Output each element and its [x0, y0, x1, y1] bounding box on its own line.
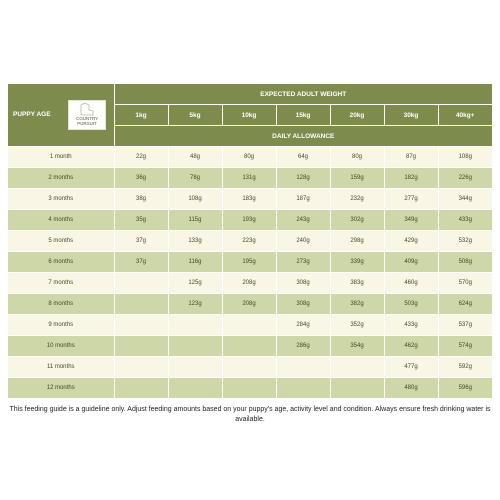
- allowance-cell: 35g: [114, 210, 168, 231]
- allowance-cell: [114, 294, 168, 315]
- table-row: [8, 294, 492, 315]
- allowance-cell: 273g: [276, 252, 330, 273]
- allowance-cell: 226g: [438, 168, 492, 189]
- weight-header: 10kg: [222, 105, 276, 126]
- svg-text:PURSUIT: PURSUIT: [77, 121, 97, 126]
- allowance-cell: 116g: [168, 252, 222, 273]
- puppy-age-header: [8, 84, 114, 147]
- weight-header: 1kg: [114, 105, 168, 126]
- allowance-cell: 277g: [384, 189, 438, 210]
- age-cell: 8 months: [8, 294, 114, 315]
- allowance-cell: [222, 378, 276, 399]
- allowance-cell: 131g: [222, 168, 276, 189]
- age-cell: 12 months: [8, 378, 114, 399]
- allowance-cell: 433g: [438, 210, 492, 231]
- allowance-cell: 477g: [384, 357, 438, 378]
- expected-weight-header: EXPECTED ADULT WEIGHT: [114, 84, 492, 105]
- allowance-cell: [222, 357, 276, 378]
- allowance-cell: [168, 315, 222, 336]
- allowance-cell: [222, 315, 276, 336]
- puppy-age-label: PUPPY AGE: [13, 111, 51, 118]
- allowance-cell: 232g: [330, 189, 384, 210]
- allowance-cell: 574g: [438, 336, 492, 357]
- allowance-cell: 308g: [276, 294, 330, 315]
- age-cell: 4 months: [8, 210, 114, 231]
- age-cell: 7 months: [8, 273, 114, 294]
- table-row: [8, 189, 492, 210]
- allowance-cell: [114, 315, 168, 336]
- allowance-cell: 108g: [168, 189, 222, 210]
- table-row: [8, 357, 492, 378]
- allowance-cell: 87g: [384, 147, 438, 168]
- allowance-cell: 433g: [384, 315, 438, 336]
- allowance-cell: 78g: [168, 168, 222, 189]
- table-row: [8, 147, 492, 168]
- allowance-cell: 208g: [222, 273, 276, 294]
- daily-allowance-header: DAILY ALLOWANCE: [114, 126, 492, 147]
- allowance-cell: 125g: [168, 273, 222, 294]
- allowance-cell: 195g: [222, 252, 276, 273]
- allowance-cell: 37g: [114, 231, 168, 252]
- weight-header: 5kg: [168, 105, 222, 126]
- allowance-cell: 208g: [222, 294, 276, 315]
- allowance-cell: 64g: [276, 147, 330, 168]
- weight-header: 30kg: [384, 105, 438, 126]
- allowance-cell: 123g: [168, 294, 222, 315]
- weight-header: 15kg: [276, 105, 330, 126]
- allowance-cell: 339g: [330, 252, 384, 273]
- allowance-cell: 349g: [384, 210, 438, 231]
- table-row: [8, 378, 492, 399]
- allowance-cell: [114, 273, 168, 294]
- age-cell: 3 months: [8, 189, 114, 210]
- table-row: [8, 336, 492, 357]
- table-row: [8, 210, 492, 231]
- allowance-cell: [114, 357, 168, 378]
- allowance-cell: 570g: [438, 273, 492, 294]
- age-cell: 6 months: [8, 252, 114, 273]
- allowance-cell: 223g: [222, 231, 276, 252]
- allowance-cell: 108g: [438, 147, 492, 168]
- age-cell: 2 months: [8, 168, 114, 189]
- allowance-cell: 298g: [330, 231, 384, 252]
- feeding-table: [8, 84, 492, 398]
- allowance-cell: 38g: [114, 189, 168, 210]
- table-row: [8, 273, 492, 294]
- age-cell: 11 months: [8, 357, 114, 378]
- allowance-cell: 128g: [276, 168, 330, 189]
- allowance-cell: 22g: [114, 147, 168, 168]
- allowance-cell: 243g: [276, 210, 330, 231]
- allowance-cell: [168, 378, 222, 399]
- allowance-cell: 537g: [438, 315, 492, 336]
- allowance-cell: 286g: [276, 336, 330, 357]
- allowance-cell: 480g: [384, 378, 438, 399]
- allowance-cell: [114, 378, 168, 399]
- age-cell: 1 month: [8, 147, 114, 168]
- age-cell: 5 months: [8, 231, 114, 252]
- allowance-cell: 159g: [330, 168, 384, 189]
- country-pursuit-logo: [68, 100, 106, 130]
- feeding-guide-note: This feeding guide is a guideline only. Adjust feeding amounts based on your puppy's age, activity level and condition. Always ensure fresh drinking water is available.: [9, 406, 491, 423]
- table-row: [8, 231, 492, 252]
- table-row: [8, 168, 492, 189]
- allowance-cell: 382g: [330, 294, 384, 315]
- allowance-cell: 48g: [168, 147, 222, 168]
- allowance-cell: 592g: [438, 357, 492, 378]
- weight-header: 40kg+: [438, 105, 492, 126]
- allowance-cell: [276, 378, 330, 399]
- feeding-guide: [8, 84, 492, 398]
- allowance-cell: 462g: [384, 336, 438, 357]
- table-row: [8, 315, 492, 336]
- allowance-cell: 383g: [330, 273, 384, 294]
- table-row: [8, 252, 492, 273]
- weight-header: 20kg: [330, 105, 384, 126]
- allowance-cell: 193g: [222, 210, 276, 231]
- age-cell: 9 months: [8, 315, 114, 336]
- allowance-cell: [330, 378, 384, 399]
- allowance-cell: 409g: [384, 252, 438, 273]
- allowance-cell: [168, 357, 222, 378]
- allowance-cell: 429g: [384, 231, 438, 252]
- allowance-cell: 532g: [438, 231, 492, 252]
- allowance-cell: 240g: [276, 231, 330, 252]
- allowance-cell: 115g: [168, 210, 222, 231]
- allowance-cell: 37g: [114, 252, 168, 273]
- allowance-cell: 133g: [168, 231, 222, 252]
- allowance-cell: 187g: [276, 189, 330, 210]
- allowance-cell: 352g: [330, 315, 384, 336]
- allowance-cell: [330, 357, 384, 378]
- allowance-cell: 508g: [438, 252, 492, 273]
- allowance-cell: 182g: [384, 168, 438, 189]
- allowance-cell: 80g: [330, 147, 384, 168]
- svg-text:COUNTRY: COUNTRY: [75, 116, 99, 121]
- allowance-cell: 354g: [330, 336, 384, 357]
- allowance-cell: 284g: [276, 315, 330, 336]
- allowance-cell: 596g: [438, 378, 492, 399]
- allowance-cell: 624g: [438, 294, 492, 315]
- age-cell: 10 months: [8, 336, 114, 357]
- allowance-cell: [222, 336, 276, 357]
- allowance-cell: [276, 357, 330, 378]
- allowance-cell: [168, 336, 222, 357]
- allowance-cell: 308g: [276, 273, 330, 294]
- allowance-cell: 36g: [114, 168, 168, 189]
- allowance-cell: 302g: [330, 210, 384, 231]
- allowance-cell: 80g: [222, 147, 276, 168]
- allowance-cell: 460g: [384, 273, 438, 294]
- allowance-cell: 503g: [384, 294, 438, 315]
- allowance-cell: 344g: [438, 189, 492, 210]
- allowance-cell: [114, 336, 168, 357]
- allowance-cell: 183g: [222, 189, 276, 210]
